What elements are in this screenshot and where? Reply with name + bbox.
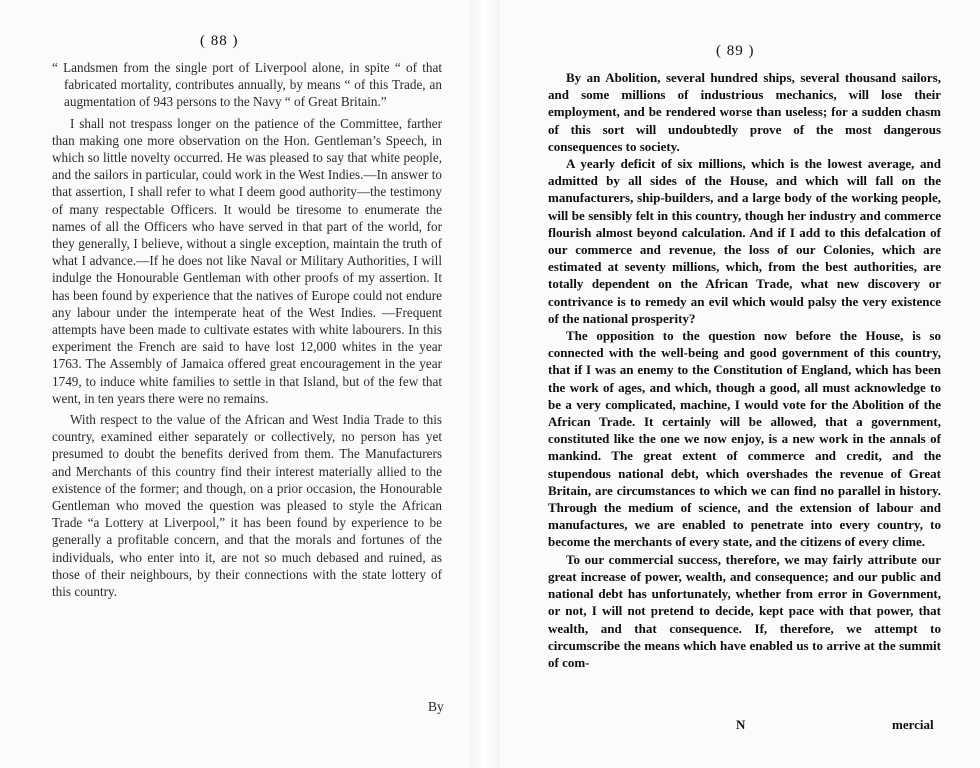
paragraph: The opposition to the question now before the House, is so connected with the well-being and good government of this country, that if I was an enemy to the Constitution of England, which has been the work of ages, and which, though a good, all must acknowledge to be a very complicated, machine, I would vote for the Abolition of the African Trade. It certainly will be allowed, that a government, constituted like the one we now enjoy, is a new work in the annals of mankind. The great extent of commerce and credit, and the stupendous national debt, which overshades the revenue of Great Britain, are circumstances to which we can find no parallel in history. Through the medium of science, and the extension of labour and manufactures, we are enabled to penetrate into every country, to become the merchants of every state, and the citizens of every clime. bbox=[548, 328, 941, 550]
left-page bbox=[0, 0, 470, 768]
paragraph: With respect to the value of the African and West India Trade to this country, examined either separately or collectively, no person has yet presumed to doubt the benefits derived from them. The Manufacturers and Merchants of this country find their interest materially allied to the existence of the former; and though, on a prior occasion, the Honourable Gentleman who moved the question was pleased to style the African Trade “a Lottery at Liverpool,” it has been found by experience to be generally a profitable concern, and that the morals and fortunes of the individuals, who enter into it, are not so much debased and ruined, as those of their neighbours, by their connections with the state lottery of this country. bbox=[52, 412, 442, 600]
page-number: ( 89 ) bbox=[716, 43, 755, 59]
catchword: By bbox=[428, 699, 444, 714]
page-number: ( 88 ) bbox=[200, 33, 239, 49]
paragraph: I shall not trespass longer on the patience of the Committee, farther than making one more observation on the Hon. Gentleman’s Speech, in which so little novelty occurred. He was pleased to say that white people, and the sailors in particular, could work in the West Indies.—In answer to that assertion, I shall refer to what I deem good authority—the testimony of many respectable Officers. It would be tiresome to enumerate the names of all the Officers who have served in that part of the world, for they generally, I believe, without a single exception, maintain the truth of what I advance.—If he does not like Naval or Military Authorities, I will indulge the Honourable Gentleman with other proofs of my assertion. It has been found by experience that the natives of Europe could not endure any labour under the intemperate heat of the West Indies. —Frequent attempts have been made to cultivate estates with white labourers. In this experiment the French are said to have lost 12,000 whites in the year 1763. The Assembly of Jamaica offered great encouragement in the year 1749, to induce white families to settle in that Island, but of the few that went, in ten years there were no remains. bbox=[52, 115, 442, 406]
paragraph: By an Abolition, several hundred ships, several thousand sailors, and some millions of industrious mechanics, will lose their employment, and be rendered worse than useless; for a sudden chasm of this sort will undoubtedly prove of the most dangerous consequences to society. bbox=[548, 70, 941, 154]
right-page bbox=[500, 0, 980, 768]
paragraph: A yearly deficit of six millions, which is the lowest average, and admitted by all sides of the House, and which will fall on the manufacturers, ship-builders, and a large body of the working people, will be sensibly felt in this country, though her industry and commerce flourish almost beyond calculation. And if I add to this defalcation of our commerce and revenue, the loss of our Colonies, which are estimated at seventy millions, which, from the best authorities, are totally dependent on the African Trade, what new discovery or contrivance is to remedy an evil which would palsy the very existence of the national prosperity? bbox=[548, 156, 941, 326]
quoted-paragraph: “ Landsmen from the single port of Liverpool alone, in spite “ of that fabricated mortality, contributes annually, by means “ of this Trade, an augmentation of 943 persons to the Navy “ of Great Britain.” bbox=[52, 60, 442, 110]
catchword: mercial bbox=[892, 717, 934, 732]
left-page-text bbox=[52, 59, 442, 600]
right-page-text bbox=[548, 69, 941, 671]
book-gutter bbox=[470, 0, 500, 768]
paragraph: To our commercial success, therefore, we may fairly attribute our great increase of power, wealth, and consequence; and our public and national debt has unfortunately, whether from error in Government, or not, I will not pretend to decide, kept pace with that power, that wealth, and that consequence. If, therefore, we attempt to circumscribe the means which have enabled us to arrive at the summit of com- bbox=[548, 551, 941, 670]
signature-mark: N bbox=[736, 717, 746, 732]
